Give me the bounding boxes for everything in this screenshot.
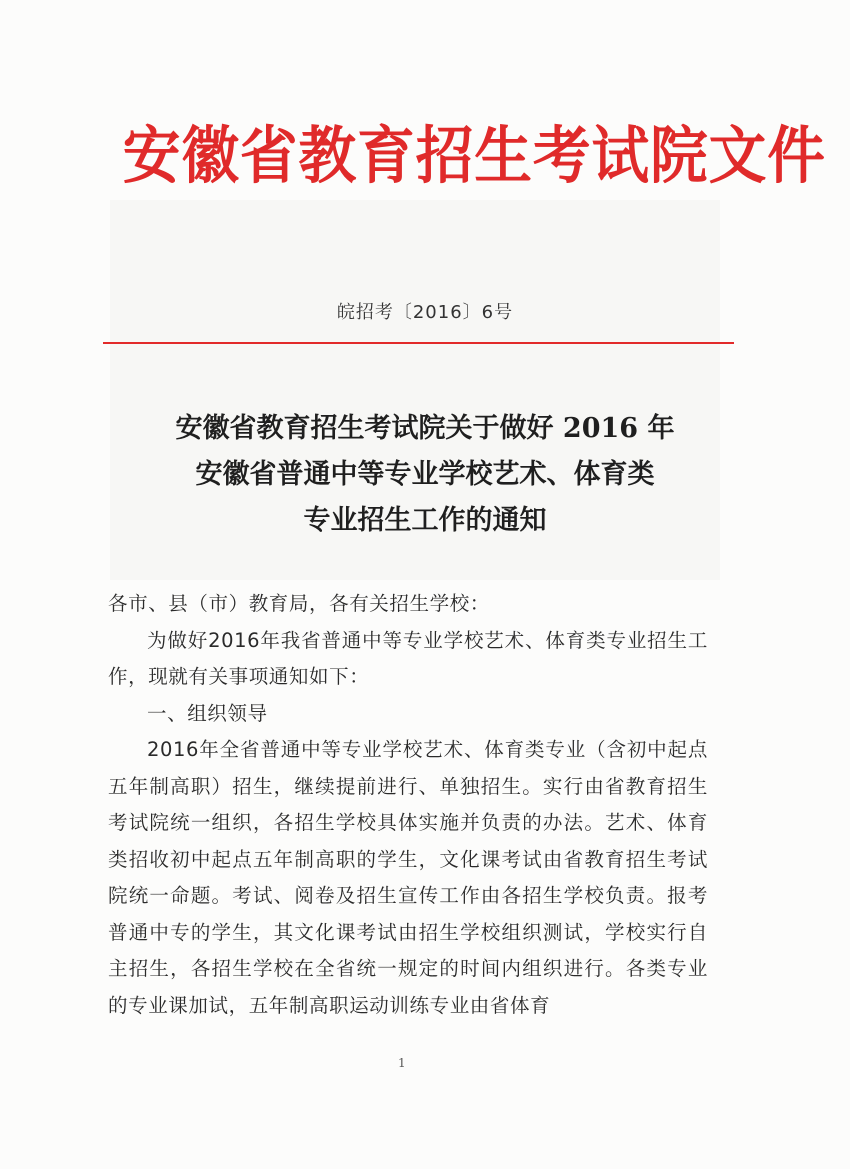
section-paragraph: 2016年全省普通中等专业学校艺术、体育类专业（含初中起点五年制高职）招生，继续提前进行、单独招生。实行由省教育招生考试院统一组织，各招生学校具体实施并负责的办法。艺术、体育类招收初中起点五年制高职的学生，文化课考试由省教育招生考试院统一命题。考试、阅卷及招生宣传工作由各招生学校负责。报考普通中专的学生，其文化课考试由招生学校组织测试，学校实行自主招生，各招生学校在全省统一规定的时间内组织进行。各类专业的专业课加试，五年制高职运动训练专业由省体育 [108,738,708,1017]
notice-title [0,406,850,544]
salutation: 各市、县（市）教育局，各有关招生学校： [108,592,490,615]
red-header-title: 安徽省教育招生考试院文件 [122,119,826,192]
notice-body [108,586,708,1024]
notice-title-line-2: 安徽省普通中等专业学校艺术、体育类 [195,459,655,490]
notice-title-line-3: 专业招生工作的通知 [303,505,547,536]
red-divider-line [103,342,734,344]
page-number: 1 [398,1056,406,1070]
document-number: 皖招考〔2016〕6号 [336,302,514,323]
notice-title-line-1: 安徽省教育招生考试院关于做好 2016 年 [175,413,675,444]
section-heading: 一、组织领导 [147,701,268,725]
intro-paragraph: 为做好2016年我省普通中等专业学校艺术、体育类专业招生工作，现就有关事项通知如下： [108,628,708,688]
